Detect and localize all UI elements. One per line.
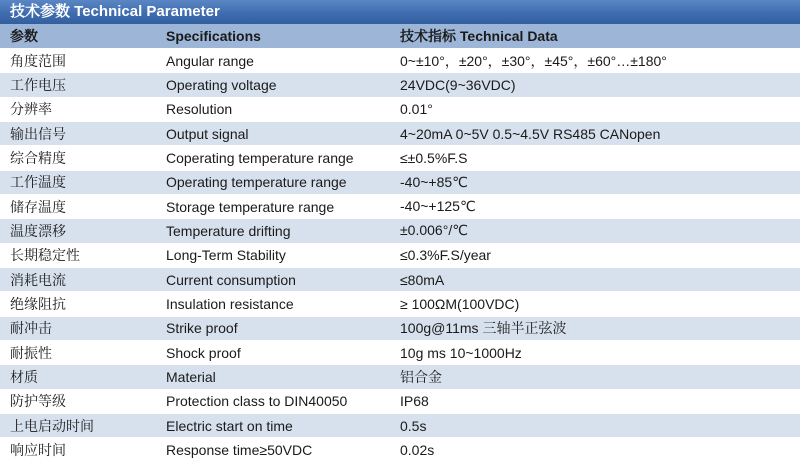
cell-specification: Operating temperature range bbox=[158, 170, 394, 194]
table-row bbox=[0, 340, 800, 364]
cell-technical-data: -40~+125℃ bbox=[394, 194, 800, 218]
cell-parameter: 角度范围 bbox=[0, 48, 158, 72]
cell-parameter: 防护等级 bbox=[0, 389, 158, 413]
table-row bbox=[0, 194, 800, 218]
cell-parameter: 消耗电流 bbox=[0, 267, 158, 291]
cell-specification: Output signal bbox=[158, 121, 394, 145]
cell-technical-data: 0.5s bbox=[394, 414, 800, 438]
header-parameter: 参数 bbox=[0, 24, 158, 48]
cell-technical-data: ≤80mA bbox=[394, 267, 800, 291]
cell-specification: Shock proof bbox=[158, 340, 394, 364]
cell-specification: Temperature drifting bbox=[158, 219, 394, 243]
cell-technical-data: 24VDC(9~36VDC) bbox=[394, 73, 800, 97]
cell-parameter: 耐冲击 bbox=[0, 316, 158, 340]
cell-parameter: 耐振性 bbox=[0, 340, 158, 364]
cell-technical-data: ±0.006°/℃ bbox=[394, 219, 800, 243]
table-row bbox=[0, 121, 800, 145]
table-row bbox=[0, 414, 800, 438]
cell-technical-data: 0.01° bbox=[394, 97, 800, 121]
cell-parameter: 长期稳定性 bbox=[0, 243, 158, 267]
cell-specification: Material bbox=[158, 365, 394, 389]
cell-specification: Operating voltage bbox=[158, 73, 394, 97]
header-technical-data: 技术指标 Technical Data bbox=[394, 24, 800, 48]
cell-technical-data: -40~+85℃ bbox=[394, 170, 800, 194]
cell-technical-data: ≤±0.5%F.S bbox=[394, 146, 800, 170]
section-title: 技术参数 Technical Parameter bbox=[0, 0, 800, 24]
cell-technical-data: ≥ 100ΩM(100VDC) bbox=[394, 292, 800, 316]
cell-specification: Current consumption bbox=[158, 267, 394, 291]
cell-technical-data: ≤0.3%F.S/year bbox=[394, 243, 800, 267]
cell-specification: Response time≥50VDC bbox=[158, 438, 394, 462]
cell-technical-data: 4~20mA 0~5V 0.5~4.5V RS485 CANopen bbox=[394, 121, 800, 145]
cell-parameter: 储存温度 bbox=[0, 194, 158, 218]
table-row bbox=[0, 316, 800, 340]
table-row bbox=[0, 365, 800, 389]
cell-parameter: 综合精度 bbox=[0, 146, 158, 170]
cell-specification: Angular range bbox=[158, 48, 394, 72]
cell-specification: Electric start on time bbox=[158, 414, 394, 438]
cell-technical-data: IP68 bbox=[394, 389, 800, 413]
cell-specification: Strike proof bbox=[158, 316, 394, 340]
cell-parameter: 响应时间 bbox=[0, 438, 158, 462]
table-row bbox=[0, 389, 800, 413]
table-row bbox=[0, 292, 800, 316]
table-row bbox=[0, 243, 800, 267]
table-row bbox=[0, 219, 800, 243]
cell-technical-data: 0~±10°，±20°，±30°，±45°，±60°…±180° bbox=[394, 48, 800, 72]
table-row bbox=[0, 97, 800, 121]
parameter-table bbox=[0, 24, 800, 463]
cell-parameter: 材质 bbox=[0, 365, 158, 389]
cell-specification: Coperating temperature range bbox=[158, 146, 394, 170]
cell-technical-data: 铝合金 bbox=[394, 365, 800, 389]
cell-parameter: 温度漂移 bbox=[0, 219, 158, 243]
table-row bbox=[0, 170, 800, 194]
cell-parameter: 输出信号 bbox=[0, 121, 158, 145]
table-row bbox=[0, 48, 800, 72]
cell-parameter: 工作温度 bbox=[0, 170, 158, 194]
cell-specification: Storage temperature range bbox=[158, 194, 394, 218]
cell-parameter: 分辨率 bbox=[0, 97, 158, 121]
table-row bbox=[0, 73, 800, 97]
cell-technical-data: 10g ms 10~1000Hz bbox=[394, 340, 800, 364]
cell-specification: Resolution bbox=[158, 97, 394, 121]
cell-specification: Insulation resistance bbox=[158, 292, 394, 316]
table-row bbox=[0, 146, 800, 170]
cell-parameter: 上电启动时间 bbox=[0, 414, 158, 438]
cell-technical-data: 100g@11ms 三轴半正弦波 bbox=[394, 316, 800, 340]
table-body bbox=[0, 48, 800, 462]
table-header-row bbox=[0, 24, 800, 48]
table-row bbox=[0, 438, 800, 462]
cell-specification: Protection class to DIN40050 bbox=[158, 389, 394, 413]
cell-parameter: 工作电压 bbox=[0, 73, 158, 97]
cell-parameter: 绝缘阻抗 bbox=[0, 292, 158, 316]
cell-technical-data: 0.02s bbox=[394, 438, 800, 462]
table-row bbox=[0, 267, 800, 291]
cell-specification: Long-Term Stability bbox=[158, 243, 394, 267]
header-specifications: Specifications bbox=[158, 24, 394, 48]
